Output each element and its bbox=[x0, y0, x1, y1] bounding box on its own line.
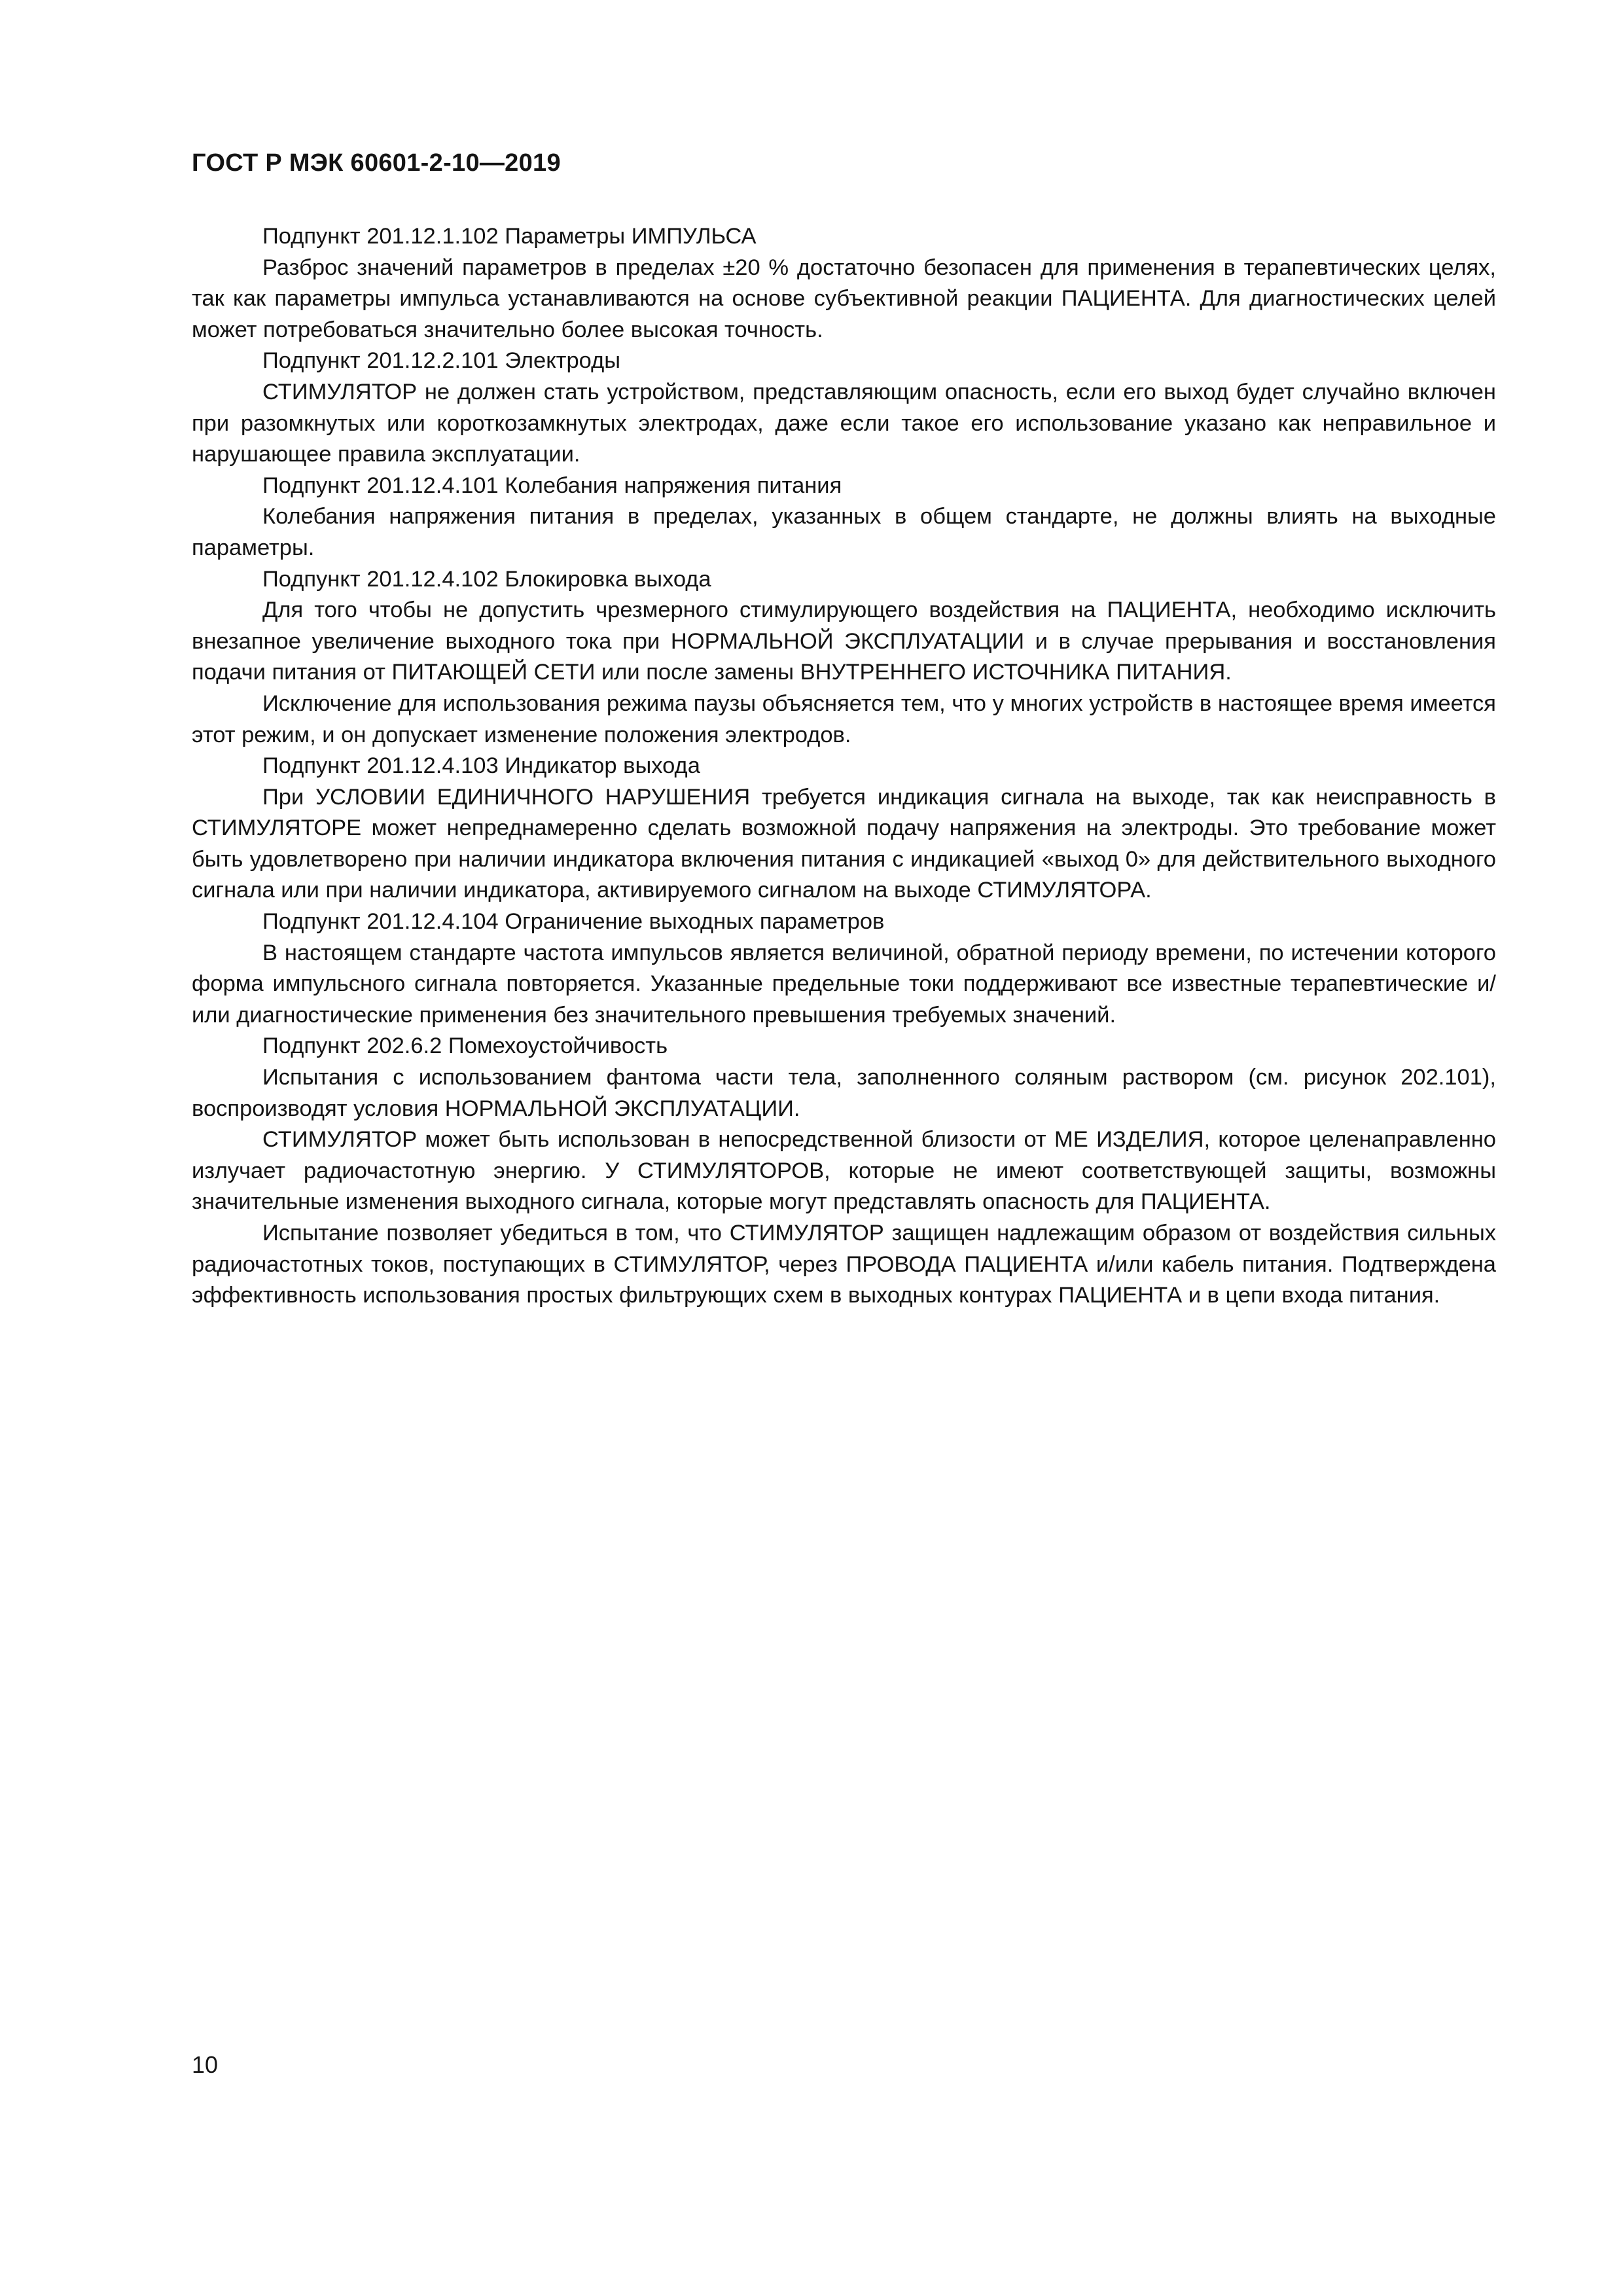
subclause-heading: Подпункт 202.6.2 Помехоустойчивость bbox=[262, 1033, 668, 1059]
paragraph: Испытания с использованием фантома части тела, заполненного соляным раствором (см. рисунок 202.101), воспроизводят условия НОРМАЛЬНОЙ ЭКСПЛУАТАЦИИ. bbox=[192, 1065, 1496, 1121]
paragraph: В настоящем стандарте частота импульсов является величиной, обратной периоду времени, по истечении которого форма импульсного сигнала повторяется. Указанные предельные токи поддерживают все известные терапевтические и/или диагностические применения без значительного превышения требуемых значений. bbox=[192, 940, 1496, 1028]
paragraph: При УСЛОВИИ ЕДИНИЧНОГО НАРУШЕНИЯ требуется индикация сигнала на выходе, так как неисправность в СТИМУЛЯТОРЕ может непреднамеренно сделать возможной подачу напряжения на электроды. Это требование может быть удовлетворено при наличии индикатора включения питания с индикацией «выход 0» для действительного выходного сигнала или при наличии индикатора, активируемого сигналом на выходе СТИМУЛЯТОРА. bbox=[192, 784, 1496, 903]
paragraph: СТИМУЛЯТОР может быть использован в непосредственной близости от МЕ ИЗДЕЛИЯ, которое целенаправленно излучает радиочастотную энергию. У СТИМУЛЯТОРОВ, которые не имеют соответствующей защиты, возможны значительные изменения выходного сигнала, которые могут представлять опасность для ПАЦИЕНТА. bbox=[192, 1127, 1496, 1215]
subclause-heading: Подпункт 201.12.4.103 Индикатор выхода bbox=[262, 753, 700, 779]
subclause-heading: Подпункт 201.12.2.101 Электроды bbox=[262, 348, 621, 374]
subclause-heading: Подпункт 201.12.1.102 Параметры ИМПУЛЬСА bbox=[262, 224, 757, 249]
paragraph: Разброс значений параметров в пределах ±20 % достаточно безопасен для применения в терапевтических целях, так как параметры импульса устанавливаются на основе субъективной реакции ПАЦИЕНТА. Для диагностических целей может потребоваться значительно более высокая точность. bbox=[192, 255, 1496, 342]
subclause-heading: Подпункт 201.12.4.102 Блокировка выхода bbox=[262, 566, 711, 592]
paragraph: СТИМУЛЯТОР не должен стать устройством, представляющим опасность, если его выход будет случайно включен при разомкнутых или короткозамкнутых электродах, даже если такое его использование указано как неправильное и нарушающее правила эксплуатации. bbox=[192, 379, 1496, 467]
subclause-heading: Подпункт 201.12.4.101 Колебания напряжения питания bbox=[262, 473, 842, 498]
paragraph: Исключение для использования режима паузы объясняется тем, что у многих устройств в настоящее время имеется этот режим, и он допускает изменение положения электродов. bbox=[192, 691, 1496, 747]
subclause-heading: Подпункт 201.12.4.104 Ограничение выходных параметров bbox=[262, 909, 885, 935]
document-body bbox=[192, 221, 1496, 1312]
paragraph: Испытание позволяет убедиться в том, что СТИМУЛЯТОР защищен надлежащим образом от воздействия сильных радиочастотных токов, поступающих в СТИМУЛЯТОР, через ПРОВОДА ПАЦИЕНТА и/или кабель питания. Подтверждена эффективность использования простых фильтрующих схем в выходных контурах ПАЦИЕНТА и в цепи входа питания. bbox=[192, 1221, 1496, 1308]
paragraph: Колебания напряжения питания в пределах, указанных в общем стандарте, не должны влиять на выходные параметры. bbox=[192, 504, 1496, 560]
page-number: 10 bbox=[192, 2051, 219, 2078]
paragraph: Для того чтобы не допустить чрезмерного стимулирующего воздействия на ПАЦИЕНТА, необходимо исключить внезапное увеличение выходного тока при НОРМАЛЬНОЙ ЭКСПЛУАТАЦИИ и в случае прерывания и восстановления подачи питания от ПИТАЮЩЕЙ СЕТИ или после замены ВНУТРЕННЕГО ИСТОЧНИКА ПИТАНИЯ. bbox=[192, 598, 1496, 685]
page-header: ГОСТ Р МЭК 60601-2-10—2019 bbox=[192, 149, 561, 177]
